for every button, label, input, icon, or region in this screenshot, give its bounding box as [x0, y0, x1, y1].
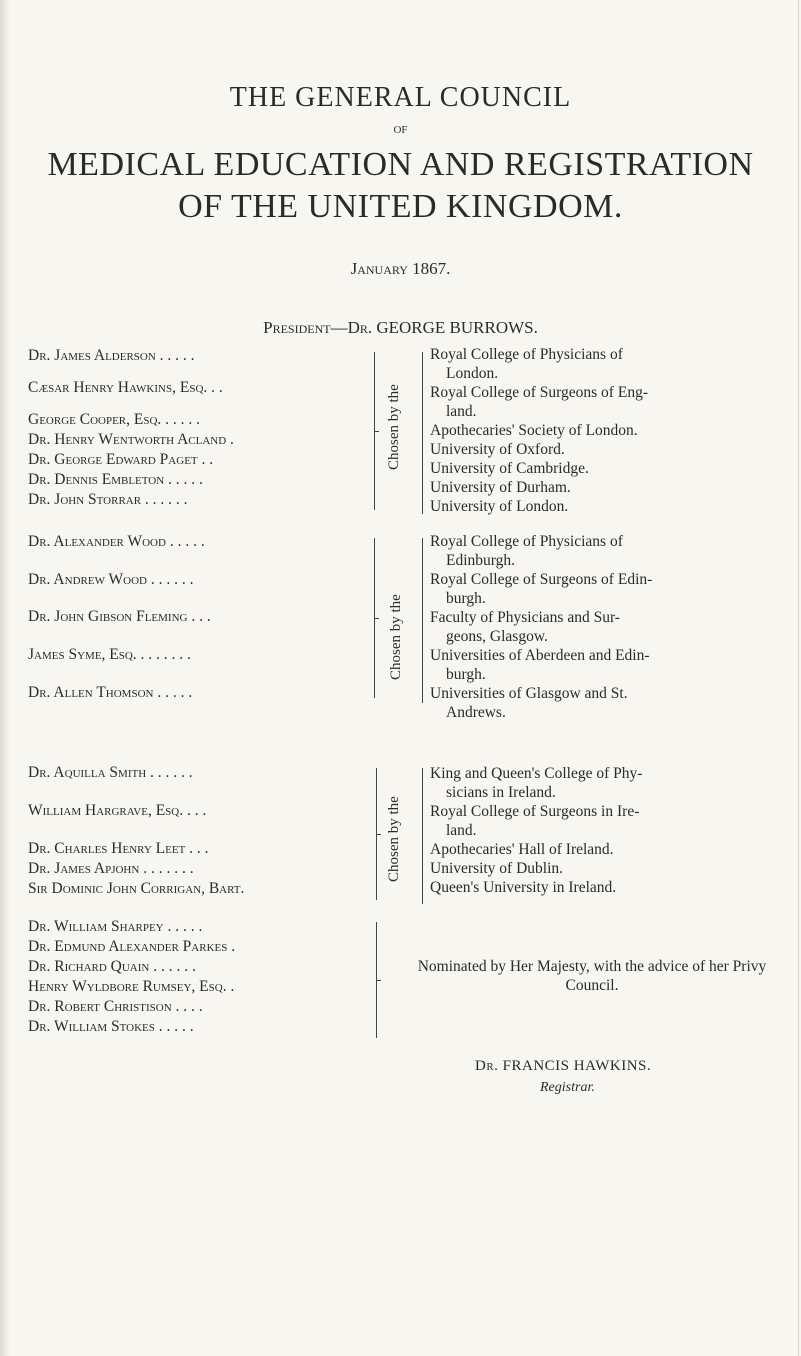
title-line-1: THE GENERAL COUNCIL [229, 82, 572, 113]
nominated-text: Nominated by Her Majesty, with the advice of her Privy Council. [417, 958, 767, 994]
crown-brace [368, 922, 377, 1038]
body-line: Universities of Glasgow and St. [430, 685, 628, 702]
president: President—Dr. GEORGE BURROWS. [263, 318, 538, 337]
member-name: Dr. Charles Henry Leet . . . [28, 840, 209, 857]
member-name: George Cooper, Esq. . . . . . [28, 411, 201, 428]
body-line: Royal College of Surgeons in Ire- [430, 803, 640, 820]
member-name: Dr. Edmund Alexander Parkes . [28, 938, 236, 955]
body-line: Universities of Aberdeen and Edin- [430, 647, 650, 664]
body-line: Queen's University in Ireland. [430, 879, 617, 896]
member-name: Dr. William Sharpey . . . . . [28, 918, 203, 935]
member-name: Dr. James Apjohn . . . . . . . [28, 860, 194, 877]
body-line: University of London. [430, 498, 569, 515]
body-line: Royal College of Surgeons of Eng- [430, 384, 648, 401]
member-name: Dr. John Storrar . . . . . . [28, 491, 188, 508]
member-name: Cæsar Henry Hawkins, Esq. . . [28, 379, 223, 396]
ireland-bodies-brace [422, 768, 429, 904]
body-line: Andrews. [446, 704, 506, 721]
title-line-2: OF [393, 124, 408, 136]
signature-name: Dr. FRANCIS HAWKINS. [475, 1058, 652, 1074]
england-bodies [430, 345, 790, 516]
body-line: University of Dublin. [430, 860, 564, 877]
member-name: Dr. Robert Christison . . . . [28, 998, 203, 1015]
body-line: London. [446, 365, 499, 382]
england-brace [366, 352, 375, 510]
body-line: land. [446, 403, 477, 420]
ireland-brace [368, 768, 377, 900]
member-name: William Hargrave, Esq. . . . [28, 802, 207, 819]
body-line: land. [446, 822, 477, 839]
body-line: Royal College of Surgeons of Edin- [430, 571, 653, 588]
signature-title: Registrar. [540, 1080, 595, 1095]
member-name: Dr. Allen Thomson . . . . . [28, 684, 193, 701]
england-chosen-label: Chosen by the [386, 384, 402, 470]
member-name: Dr. Aquilla Smith . . . . . . [28, 764, 193, 781]
member-name: Henry Wyldbore Rumsey, Esq. . [28, 978, 235, 995]
title-line-3: MEDICAL EDUCATION AND REGISTRATION [47, 146, 754, 183]
member-name: Sir Dominic John Corrigan, Bart. [28, 880, 245, 897]
scotland-brace [366, 538, 375, 698]
body-line: University of Durham. [430, 479, 571, 496]
body-line: burgh. [446, 590, 486, 607]
body-line: burgh. [446, 666, 486, 683]
member-name: Dr. Richard Quain . . . . . . [28, 958, 196, 975]
body-line: sicians in Ireland. [446, 784, 556, 801]
body-line: Royal College of Physicians of [430, 533, 623, 550]
body-line: Apothecaries' Society of London. [430, 422, 638, 439]
body-line: University of Oxford. [430, 441, 565, 458]
body-line: King and Queen's College of Phy- [430, 765, 643, 782]
scotland-bodies-brace [422, 538, 429, 703]
body-line: Royal College of Physicians of [430, 346, 623, 363]
member-name: Dr. George Edward Paget . . [28, 451, 214, 468]
england-bodies-brace [422, 352, 429, 514]
member-name: Dr. Alexander Wood . . . . . [28, 533, 205, 550]
ireland-chosen-label: Chosen by the [386, 796, 402, 882]
member-name: Dr. Henry Wentworth Acland . [28, 431, 234, 448]
body-line: University of Cambridge. [430, 460, 589, 477]
member-name: Dr. Dennis Embleton . . . . . [28, 471, 203, 488]
title-line-4: OF THE UNITED KINGDOM. [178, 188, 623, 225]
member-name: James Syme, Esq. . . . . . . . [28, 646, 191, 663]
body-line: geons, Glasgow. [446, 628, 548, 645]
body-line: Edinburgh. [446, 552, 516, 569]
member-name: Dr. John Gibson Fleming . . . [28, 608, 211, 625]
member-name: Dr. Andrew Wood . . . . . . [28, 571, 194, 588]
body-line: Apothecaries' Hall of Ireland. [430, 841, 614, 858]
member-name: Dr. James Alderson . . . . . [28, 347, 195, 364]
scotland-bodies [430, 532, 790, 722]
body-line: Faculty of Physicians and Sur- [430, 609, 620, 626]
scotland-chosen-label: Chosen by the [388, 594, 404, 680]
date: January 1867. [350, 259, 451, 278]
ireland-bodies [430, 764, 790, 897]
member-name: Dr. William Stokes . . . . . [28, 1018, 194, 1035]
